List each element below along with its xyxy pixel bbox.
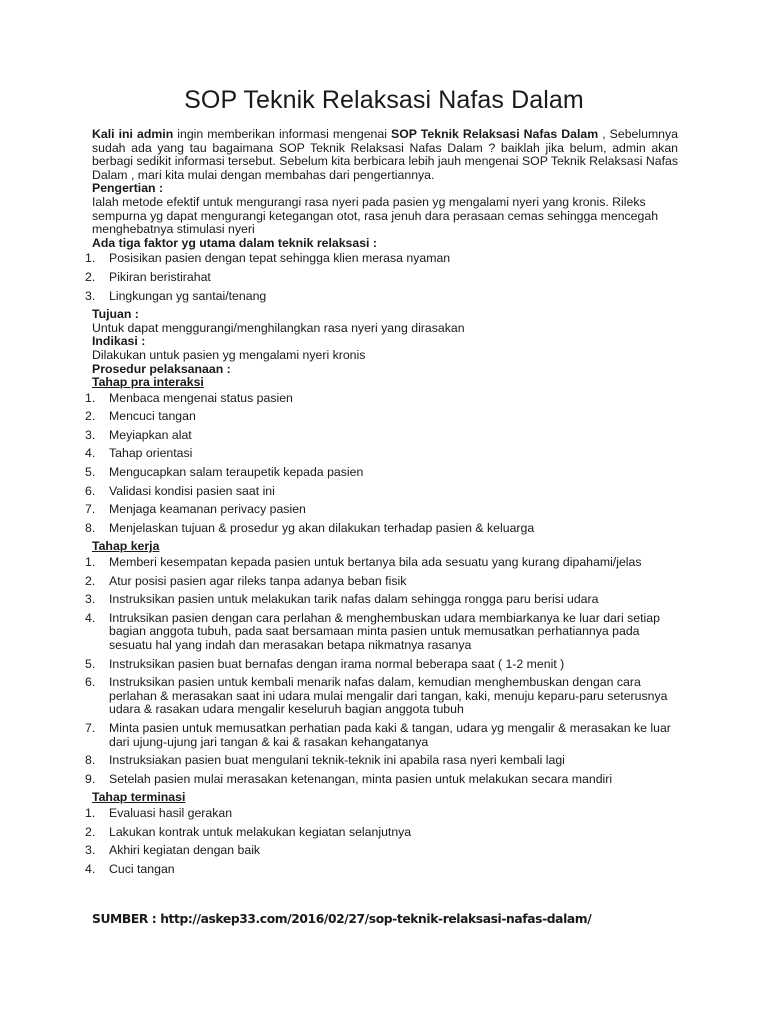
list-item: 5. Instruksikan pasien buat bernafas dengan irama normal beberapa saat ( 1-2 menit ) bbox=[85, 656, 565, 671]
indikasi-heading: Indikasi : bbox=[92, 334, 146, 349]
tujuan-text: Untuk dapat menggurangi/menghilangkan rasa nyeri yang dirasakan bbox=[92, 320, 465, 335]
list-item: 6. Validasi kondisi pasien saat ini bbox=[85, 483, 275, 498]
pengertian-heading: Pengertian : bbox=[92, 181, 164, 196]
source-label: SUMBER : bbox=[92, 912, 161, 926]
list-item: 7. Menjaga keamanan perivacy pasien bbox=[85, 502, 306, 517]
list-item: 7. Minta pasien untuk memusatkan perhatian pada kaki & tangan, udara yg mengalir & merasakan ke luar dari ujung-ujung jari tangan & kai & rasakan kehangatanya bbox=[85, 720, 671, 749]
list-item: 3. Akhiri kegiatan dengan baik bbox=[85, 843, 261, 858]
list-item: 3. Lingkungan yg santai/tenang bbox=[85, 288, 267, 303]
pra-interaksi-heading: Tahap pra interaksi bbox=[92, 375, 204, 390]
pengertian-text: Ialah metode efektif untuk mengurangi rasa nyeri pada pasien yg mengalami nyeri yang kronis. Rileks sempurna yg dapat mengurangi ketegangan otot, rasa jenuh dara perasaan cemas sehingga mencegah menghebatnya stimulasi nyeri bbox=[92, 194, 659, 237]
list-item: 1. Posisikan pasien dengan tepat sehingga klien merasa nyaman bbox=[85, 251, 451, 266]
intro-paragraph bbox=[92, 128, 678, 182]
list-item: 2. Pikiran beristirahat bbox=[85, 269, 211, 284]
kerja-heading: Tahap kerja bbox=[92, 539, 160, 554]
document-body bbox=[85, 127, 679, 881]
prosedur-heading: Prosedur pelaksanaan : bbox=[92, 361, 231, 376]
list-item: 1. Evaluasi hasil gerakan bbox=[85, 805, 233, 820]
intro-lead: Kali ini admin bbox=[92, 127, 174, 141]
list-item: 6. Instruksikan pasien untuk kembali menarik nafas dalam, kemudian menghembuskan dengan cara perlahan & merasakan saat ini udara mulai mengalir dari tangan, kaki, menuju keparu-paru seterusnya udara & rasakan udara mengalir keseluruh bagian anggota tubuh bbox=[85, 675, 668, 717]
tujuan-heading: Tujuan : bbox=[92, 307, 139, 322]
terminasi-list bbox=[85, 805, 678, 876]
source-link[interactable]: http://askep33.com/2016/02/27/sop-teknik-relaksasi-nafas-dalam/ bbox=[160, 912, 592, 926]
list-item: 2. Atur posisi pasien agar rileks tanpa adanya beban fisik bbox=[85, 573, 407, 588]
list-item: 1. Menbaca mengenai status pasien bbox=[85, 390, 293, 405]
faktor-heading: Ada tiga faktor yg utama dalam teknik relaksasi : bbox=[92, 235, 377, 250]
list-item: 1. Memberi kesempatan kepada pasien untuk bertanya bila ada sesuatu yang kurang dipahami/jelas bbox=[85, 555, 642, 570]
list-item: 4. Tahap orientasi bbox=[85, 446, 193, 461]
list-item: 8. Menjelaskan tujuan & prosedur yg akan dilakukan terhadap pasien & keluarga bbox=[85, 520, 535, 535]
list-item: 2. Lakukan kontrak untuk melakukan kegiatan selanjutnya bbox=[85, 824, 412, 839]
list-item: 8. Instruksiakan pasien buat mengulani teknik-teknik ini apabila rasa nyeri kembali lagi bbox=[85, 753, 565, 768]
list-item: 4. Intruksikan pasien dengan cara perlahan & menghembuskan udara membiarkanya ke luar dari setiap bagian anggota tubuh, pada saat bersamaan minta pasien untuk memusatkan perhatiannya pada sesuatu hal yang indah dan merasakan betapa nikmatnya rasanya bbox=[85, 610, 660, 652]
list-item: 2. Mencuci tangan bbox=[85, 409, 196, 424]
intro-part-2: , Sebelumnya sudah ada yang tau bagaimana SOP Teknik Relaksasi Nafas Dalam ? baiklah jika belum, admin akan berbagi sedikit informasi tersebut. Sebelum kita berbicara lebih jauh mengenai SOP Teknik Relaksasi Nafas Dalam , mari kita mulai dengan membahas dari pengertiannya. bbox=[92, 127, 679, 182]
page-title: SOP Teknik Relaksasi Nafas Dalam bbox=[184, 86, 584, 114]
list-item: 9. Setelah pasien mulai merasakan ketenangan, minta pasien untuk melakukan secara mandiri bbox=[85, 771, 613, 786]
kerja-list bbox=[85, 555, 678, 786]
list-item: 3. Instruksikan pasien untuk melakukan tarik nafas dalam sehingga rongga paru berisi udara bbox=[85, 592, 599, 607]
faktor-list bbox=[85, 251, 678, 303]
list-item: 3. Meyiapkan alat bbox=[85, 427, 192, 442]
intro-topic: SOP Teknik Relaksasi Nafas Dalam bbox=[391, 127, 599, 141]
intro-part-1: ingin memberikan informasi mengenai bbox=[173, 127, 391, 141]
pra-interaksi-list bbox=[85, 390, 678, 536]
terminasi-heading: Tahap terminasi bbox=[92, 790, 186, 805]
indikasi-text: Dilakukan untuk pasien yg mengalami nyeri kronis bbox=[92, 347, 366, 362]
list-item: 4. Cuci tangan bbox=[85, 861, 175, 876]
list-item: 5. Mengucapkan salam teraupetik kepada pasien bbox=[85, 465, 364, 480]
source-citation bbox=[92, 912, 591, 926]
